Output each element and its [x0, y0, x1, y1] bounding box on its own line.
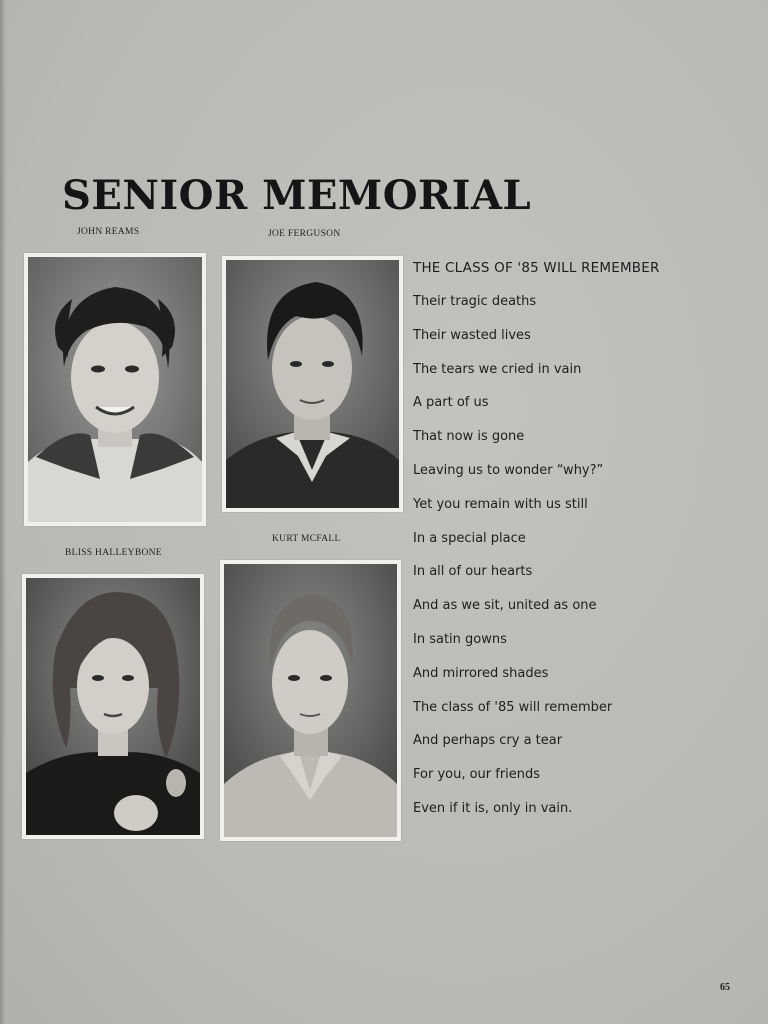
portrait-kurt-mcfall	[220, 560, 401, 841]
poem-line: A part of us	[413, 395, 489, 411]
poem-line: Their tragic deaths	[413, 294, 537, 309]
poem-line: The class of '85 will remember	[413, 699, 613, 715]
portrait-bliss-halleybone	[22, 574, 204, 839]
poem-line: And as we sit, united as one	[413, 598, 597, 614]
poem-line: The tears we cried in vain	[413, 361, 582, 377]
poem-line: In all of our hearts	[413, 564, 533, 580]
memorial-poem	[413, 258, 713, 833]
caption-bliss-halleybone: BLISS HALLEYBONE	[65, 548, 162, 558]
page-number: 65	[720, 982, 730, 993]
poem-line: Leaving us to wonder “why?”	[413, 462, 604, 478]
poem-line: Even if it is, only in vain.	[413, 800, 573, 816]
page-title: SENIOR MEMORIAL	[62, 172, 532, 219]
poem-line: In a special place	[413, 530, 526, 546]
poem-line: That now is gone	[413, 429, 525, 445]
poem-line: Yet you remain with us still	[413, 496, 588, 512]
caption-kurt-mcfall: KURT MCFALL	[272, 534, 341, 544]
poem-line: And perhaps cry a tear	[413, 733, 563, 749]
poem-line: And mirrored shades	[413, 665, 549, 681]
poem-line: Their wasted lives	[413, 327, 531, 343]
poem-line: In satin gowns	[413, 631, 507, 647]
portrait-john-reams	[24, 253, 206, 526]
poem-heading: THE CLASS OF '85 WILL REMEMBER	[413, 260, 660, 276]
poem-line: For you, our friends	[413, 767, 541, 783]
binding-edge	[0, 0, 6, 1024]
caption-joe-ferguson: JOE FERGUSON	[268, 229, 341, 239]
portrait-joe-ferguson	[222, 256, 403, 512]
caption-john-reams: JOHN REAMS	[77, 227, 140, 237]
